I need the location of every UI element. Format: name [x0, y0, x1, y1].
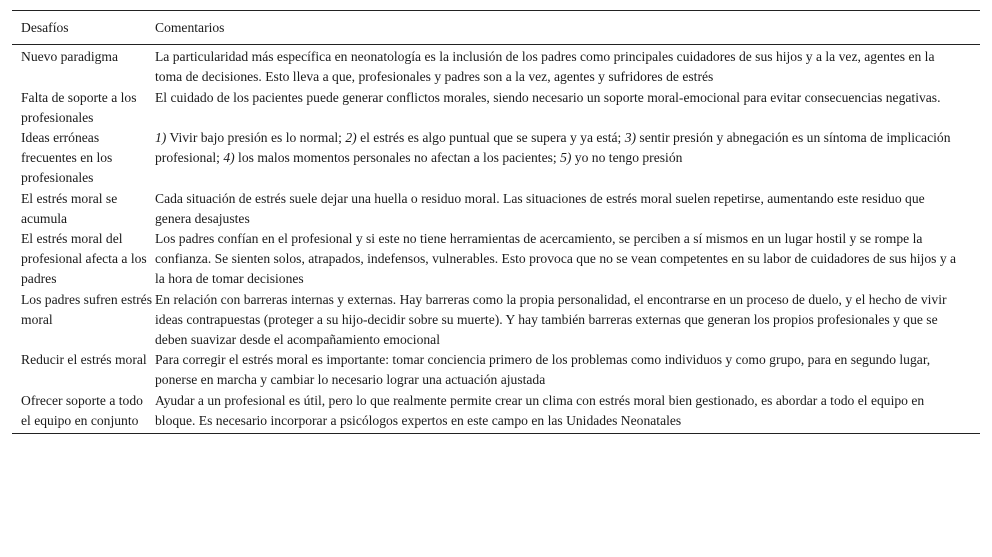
- comment-cell: Para corregir el estrés moral es importante: tomar conciencia primero de los problemas como individuos y como grupo, para en segundo lugar, ponerse en marcha y cambiar lo necesario lograr una actuación ajustada: [155, 352, 931, 388]
- table-row: [12, 391, 980, 434]
- challenge-cell: Ofrecer soporte a todo el equipo en conjunto: [21, 392, 143, 428]
- list-text: sentir presión y abnegación es un síntoma de implicación profesional;: [155, 130, 951, 166]
- list-number: 2): [345, 130, 357, 146]
- comment-cell: Ayudar a un profesional es útil, pero lo que realmente permite crear un clima con estrés moral bien gestionado, es abordar a todo el equipo en bloque. Es necesario incorporar a psicólogos expertos en este campo en las Unidades Neonatales: [155, 392, 925, 428]
- list-text: el estrés es algo puntual que se supera y ya está;: [356, 130, 625, 146]
- comment-cell: Los padres confían en el profesional y si este no tiene herramientas de acercamiento, se perciben a sí mismos en un lugar hostil y se rompe la confianza. Se sienten solos, atrapados, indefensos, vulnerables. Esto provoca que no se vean competentes en su labor de cuidadores de sus hijos y a la hora de tomar decisiones: [155, 231, 957, 287]
- comment-cell: La particularidad más específica en neonatología es la inclusión de los padres como principales cuidadores de sus hijos y a la vez, agentes en la toma de decisiones. Esto lleva a que, profesionales y padres son a la vez, agentes y sufridores de estrés: [155, 49, 935, 85]
- list-number: 1): [155, 130, 167, 146]
- comment-cell: En relación con barreras internas y externas. Hay barreras como la propia personalidad, el encontrarse en un proceso de duelo, y el hecho de vivir ideas contrapuestas (proteger a su hijo-decidir sobre su muerte). Y hay también barreras externas que generan los propios profesionales y que se deben suavizar desde el acompañamiento emocional: [155, 291, 947, 348]
- challenges-table-container: [12, 10, 980, 434]
- table-row: [12, 88, 980, 128]
- challenge-cell: El estrés moral del profesional afecta a los padres: [21, 231, 147, 287]
- table-row: [12, 290, 980, 351]
- table-row: [12, 350, 980, 390]
- challenge-cell: Ideas erróneas frecuentes en los profesionales: [21, 130, 113, 186]
- challenges-table: [12, 10, 980, 434]
- challenge-cell: Falta de soporte a los profesionales: [21, 89, 137, 125]
- table-header-row: [12, 11, 980, 45]
- comment-cell: [155, 128, 980, 189]
- table-row: [12, 45, 980, 88]
- comment-cell: El cuidado de los pacientes puede generar conflictos morales, siendo necesario un soporte moral-emocional para evitar consecuencias negativas.: [155, 89, 941, 105]
- list-text: Vivir bajo presión es lo normal;: [166, 130, 346, 146]
- challenge-cell: Los padres sufren estrés moral: [21, 291, 152, 327]
- comment-cell: Cada situación de estrés suele dejar una huella o residuo moral. Las situaciones de estrés moral suelen repetirse, aumentando este residuo que genera desajustes: [155, 190, 925, 226]
- list-text: yo no tengo presión: [571, 150, 683, 166]
- table-row: [12, 189, 980, 229]
- challenge-cell: El estrés moral se acumula: [21, 190, 118, 226]
- list-number: 4): [223, 150, 235, 166]
- challenge-cell: Reducir el estrés moral: [21, 352, 147, 368]
- table-row: [12, 128, 980, 189]
- list-number: 5): [560, 150, 572, 166]
- list-number: 3): [624, 130, 637, 146]
- column-header-challenges: Desafíos: [21, 20, 69, 35]
- table-row: [12, 229, 980, 290]
- list-text: los malos momentos personales no afectan a los pacientes;: [234, 150, 561, 166]
- challenge-cell: Nuevo paradigma: [21, 49, 119, 65]
- column-header-comments: Comentarios: [155, 20, 225, 35]
